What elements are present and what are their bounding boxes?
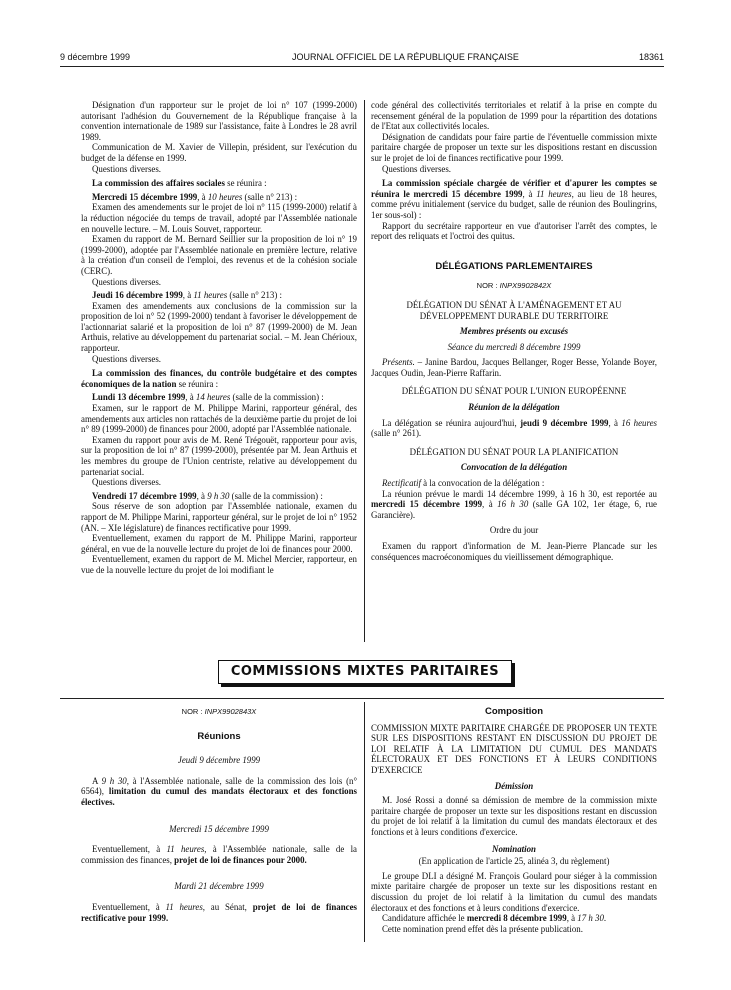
- delegation-title: DÉLÉGATION DU SÉNAT POUR LA PLANIFICATION: [409, 446, 619, 457]
- paragraph: Questions diverses.: [92, 353, 162, 364]
- paragraph: Examen, sur le rapport de M. Philippe Marini, rapporteur général, des amendements aux articles non rattachés de la deuxième partie du projet de loi n° 89 (1999-2000) de finances pour 2000, adopté par l'Assemblée nationale.: [81, 403, 357, 435]
- delegation-title: DÉLÉGATION DU SÉNAT À L'AMÉNAGEMENT ET AU DÉVELOPPEMENT DURABLE DU TERRITOIRE: [406, 299, 622, 321]
- paragraph: Questions diverses.: [92, 163, 162, 174]
- subsection-title: Membres présents ou excusés: [459, 326, 569, 337]
- session-date: Mercredi 15 décembre 1999: [169, 823, 269, 834]
- subsection-title: Nomination: [492, 843, 536, 854]
- bottom-left-column: [81, 707, 357, 923]
- paragraph: Eventuellement, examen du rapport de M. Michel Mercier, rapporteur, en vue de la nouvelle lecture du projet de loi modifiant le: [81, 554, 357, 575]
- paragraph: Désignation de candidats pour faire partie de l'éventuelle commission mixte paritaire chargée de proposer un texte sur les dispositions restant en discussion sur le projet de loi de finances rectificative pour 1999.: [371, 131, 657, 163]
- session-date: Séance du mercredi 8 décembre 1999: [447, 341, 581, 352]
- paragraph: Rapport du secrétaire rapporteur en vue d'autoriser l'arrêt des comptes, le report des reliquats et l'octroi des quitus.: [371, 220, 657, 242]
- section-title: Réunions: [197, 730, 241, 742]
- paragraph: Le groupe DLI a désigné M. François Goulard pour siéger à la commission mixte paritaire chargée de proposer un texte sur les dispositions restant en discussion du projet de loi relatif à la limitation du cumul des mandats électoraux et des fonctions et à leurs conditions d'exercice.: [371, 870, 657, 913]
- paragraph: Communication de M. Xavier de Villepin, président, sur l'exécution du budget de la défense en 1999.: [81, 142, 357, 163]
- paragraph: Cette nomination prend effet dès la présente publication.: [382, 923, 583, 934]
- header-title: JOURNAL OFFICIEL DE LA RÉPUBLIQUE FRANÇAISE: [292, 52, 519, 62]
- header-date: 9 décembre 1999: [60, 52, 131, 62]
- paragraph: Rectificatif à la convocation de la délégation :: [382, 478, 545, 489]
- paragraph: Examen du rapport d'information de M. Jean-Pierre Plancade sur les conséquences macroéconomiques du vieillissement démographique.: [371, 541, 657, 562]
- section-rule: [60, 698, 664, 699]
- paragraph: A 9 h 30, à l'Assemblée nationale, salle de la commission des lois (n° 6564), limitation du cumul des mandats électoraux et des fonctions électives.: [81, 775, 358, 807]
- cmp-title: COMMISSION MIXTE PARITAIRE CHARGÉE DE PROPOSER UN TEXTE SUR LES DISPOSITIONS RESTANT EN DISCUSSION DU PROJET DE LOI RELATIF À LA LIMITATION DU CUMUL DES MANDATS ÉLECTORAUX ET DES FONCTIONS ET À LEURS CONDITIONS D'EXERCICE: [371, 722, 657, 775]
- paragraph: La délégation se réunira aujourd'hui, jeudi 9 décembre 1999, à 16 heures (salle n° 261).: [371, 417, 657, 439]
- paragraph: (En application de l'article 25, alinéa 3, du règlement): [418, 856, 610, 867]
- top-left-column: [81, 100, 357, 576]
- session-date: Mardi 21 décembre 1999: [174, 881, 264, 892]
- page-header: [60, 52, 664, 66]
- paragraph: Examen du rapport de M. Bernard Seillier sur la proposition de loi n° 19 (1999-2000), adoptée par l'Assemblée nationale en première lecture, relative à la création d'un conseil de l'emploi, des revenus et de la cohésion sociale (CERC).: [81, 234, 357, 276]
- section-banner: COMMISSIONS MIXTES PARITAIRES: [218, 660, 512, 684]
- paragraph: Examen des amendements aux conclusions de la commission sur la proposition de loi n° 52 (1999-2000) tendant à favoriser le développement de l'actionnariat salarié et la proposition de loi n° 87 (1999-2000) de M. Jean Arthuis, relative au développement du partenariat social. – M. Jean Chérioux, rapporteur.: [81, 300, 357, 354]
- top-right-column: [371, 100, 657, 562]
- subsection-title: Réunion de la délégation: [468, 402, 560, 413]
- paragraph: Désignation d'un rapporteur sur le projet de loi n° 107 (1999-2000) autorisant l'adhésion du Gouvernement de la République française à la convention internationale de 1989 sur l'assistance, faite à Londres le 28 avril 1989.: [81, 100, 357, 142]
- commission-heading: La commission spéciale chargée de vérifier et d'apurer les comptes se réunira le mercredi 15 décembre 1999, à 11 heures, au lieu de 18 heures, comme prévu initialement (service du budget, salle de réunion des Boulingrins, 1er sous-sol) :: [371, 178, 657, 220]
- paragraph: M. José Rossi a donné sa démission de membre de la commission mixte paritaire chargée de proposer un texte sur les dispositions restant en discussion du projet de loi relatif à la limitation du cumul des mandats électoraux et des fonctions et à leurs conditions d'exercice.: [371, 795, 657, 837]
- section-title: Composition: [484, 706, 544, 717]
- column-divider: [364, 100, 365, 642]
- paragraph: Eventuellement, examen du rapport de M. Philippe Marini, rapporteur général, en vue de la nouvelle lecture du projet de loi de finances pour 2000.: [81, 533, 357, 554]
- nor-reference: NOR : INPX9902842X: [476, 281, 552, 291]
- bottom-right-column: [371, 707, 657, 934]
- subsection-title: Convocation de la délégation: [460, 462, 568, 473]
- session-date: Lundi 13 décembre 1999, à 14 heures (salle de la commission) :: [92, 392, 324, 403]
- presents-list: Présents. – Janine Bardou, Jacques Bellanger, Roger Besse, Yolande Boyer, Jacques Oudin, Jean-Pierre Raffarin.: [371, 357, 658, 378]
- paragraph: Sous réserve de son adoption par l'Assemblée nationale, examen du rapport de M. Philippe Marini, rapporteur général, sur le projet de loi n° 1952 (AN. – XIe législature) de finances rectificative pour 1999.: [81, 501, 357, 533]
- commission-heading: La commission des finances, du contrôle budgétaire et des comptes économiques de la nation se réunira :: [81, 368, 357, 389]
- paragraph: Questions diverses.: [92, 276, 162, 287]
- session-date: Mercredi 15 décembre 1999, à 10 heures (salle n° 213) :: [92, 191, 298, 202]
- header-page-number: 18361: [638, 52, 664, 62]
- header-rule: [60, 66, 664, 67]
- column-divider: [364, 702, 365, 942]
- delegation-title: DÉLÉGATION DU SÉNAT POUR L'UNION EUROPÉENNE: [401, 386, 627, 397]
- session-date: Jeudi 9 décembre 1999: [177, 755, 261, 766]
- nor-reference: NOR : INPX9902843X: [181, 707, 257, 716]
- paragraph: Examen du rapport pour avis de M. René Trégouët, rapporteur pour avis, sur la proposition de loi n° 87 (1999-2000), présentée par M. Jean Arthuis et les membres du groupe de l'Union centriste, relative au développement du partenariat social.: [81, 434, 357, 477]
- paragraph: Questions diverses.: [382, 163, 452, 174]
- commission-heading: La commission des affaires sociales se réunira :: [92, 178, 267, 189]
- paragraph: Eventuellement, à 11 heures, à l'Assemblée nationale, salle de la commission des finances, projet de loi de finances pour 2000.: [81, 844, 358, 865]
- paragraph: Examen des amendements sur le projet de loi n° 115 (1999-2000) relatif à la réduction négociée du temps de travail, adopté par l'Assemblée nationale en nouvelle lecture. – M. Louis Souvet, rapporteur.: [81, 202, 357, 234]
- paragraph: La réunion prévue le mardi 14 décembre 1999, à 16 h 30, est reportée au mercredi 15 décembre 1999, à 16 h 30 (salle GA 102, 1er étage, 6, rue Garancière).: [371, 488, 658, 520]
- paragraph: Eventuellement, à 11 heures, au Sénat, projet de loi de finances rectificative pour 1999.: [81, 901, 358, 923]
- subsection-title: Ordre du jour: [489, 525, 539, 536]
- section-title: DÉLÉGATIONS PARLEMENTAIRES: [435, 260, 593, 272]
- session-date: Jeudi 16 décembre 1999, à 11 heures (salle n° 213) :: [92, 290, 282, 301]
- session-date: Vendredi 17 décembre 1999, à 9 h 30 (salle de la commission) :: [92, 490, 323, 501]
- paragraph: Candidature affichée le mercredi 8 décembre 1999, à 17 h 30.: [382, 913, 607, 924]
- subsection-title: Démission: [494, 780, 534, 791]
- paragraph: Questions diverses.: [92, 477, 162, 488]
- paragraph: code général des collectivités territoriales et relatif à la prise en compte du recensement général de la population de 1999 pour la répartition des dotations de l'Etat aux collectivités locales.: [371, 100, 657, 132]
